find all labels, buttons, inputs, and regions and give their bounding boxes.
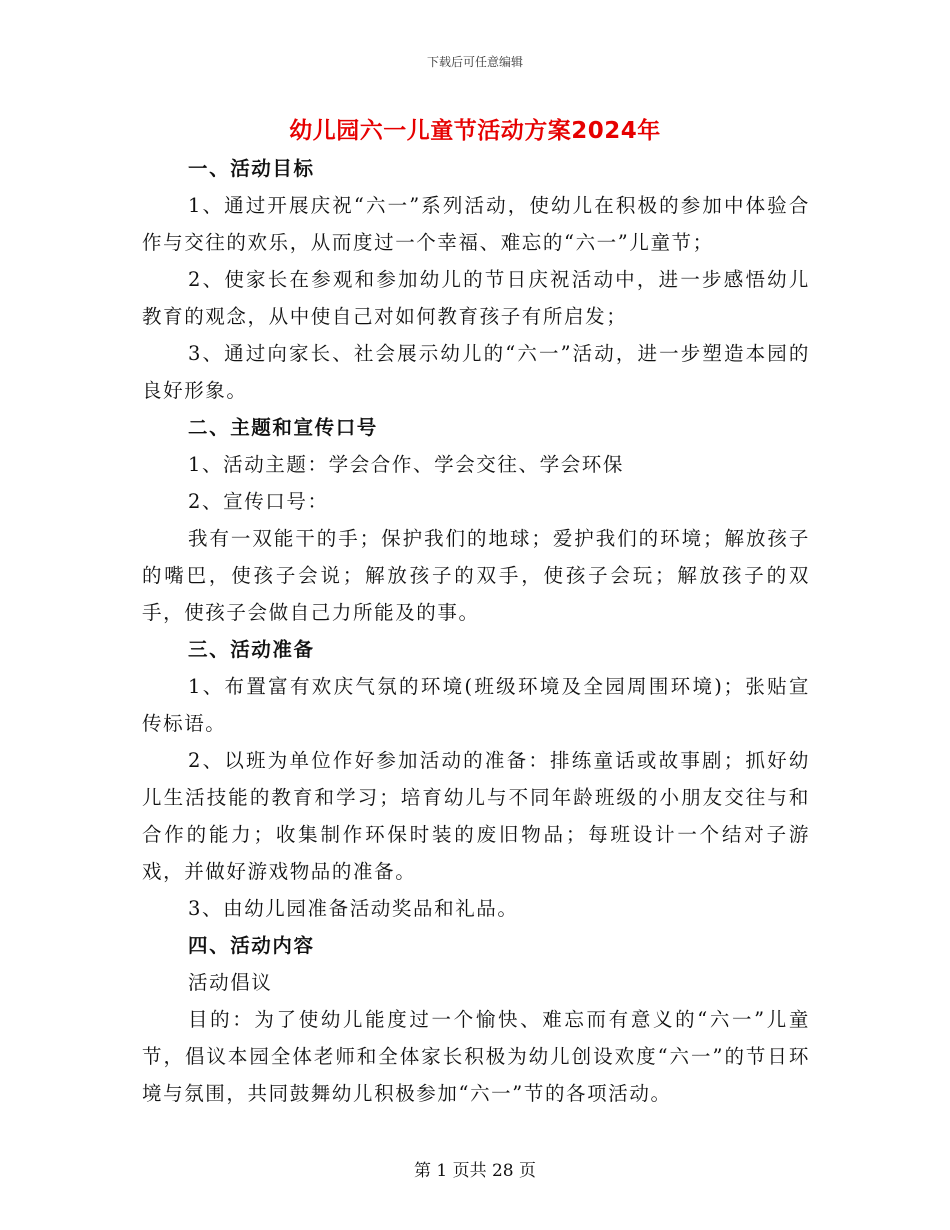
paragraph: 3、由幼儿园准备活动奖品和礼品。 (188, 897, 519, 920)
paragraph: 我有一双能干的手；保护我们的地球；爱护我们的环境；解放孩子的嘴巴，使孩子会说；解放孩子的双手，使孩子会玩；解放孩子的双手，使孩子会做自己力所能及的事。 (142, 527, 810, 624)
paragraph: 1、活动主题：学会合作、学会交往、学会环保 (188, 453, 625, 476)
paragraph: 目的：为了使幼儿能度过一个愉快、难忘而有意义的“六一”儿童节，倡议本园全体老师和全体家长积极为幼儿创设欢度“六一”的节日环境与氛围，共同鼓舞幼儿积极参加“六一”节的各项活动。 (142, 1008, 810, 1105)
document-title: 幼儿园六一儿童节活动方案2024年 (289, 118, 661, 144)
section-heading: 三、活动准备 (188, 638, 315, 661)
page-footer: 第 1 页共 28 页 (413, 1161, 537, 1181)
paragraph: 1、布置富有欢庆气氛的环境(班级环境及全园周围环境)；张贴宣传标语。 (142, 675, 810, 735)
paragraph: 2、使家长在参观和参加幼儿的节日庆祝活动中，进一步感悟幼儿教育的观念，从中使自己对如何教育孩子有所启发； (142, 268, 810, 328)
section-heading: 四、活动内容 (188, 934, 315, 957)
paragraph: 活动倡议 (188, 971, 273, 994)
page-header-note: 下载后可任意编辑 (426, 55, 523, 69)
section-heading: 一、活动目标 (188, 157, 315, 180)
section-heading: 二、主题和宣传口号 (188, 416, 378, 439)
paragraph: 2、以班为单位作好参加活动的准备：排练童话或故事剧；抓好幼儿生活技能的教育和学习；培育幼儿与不同年龄班级的小朋友交往与和合作的能力；收集制作环保时装的废旧物品；每班设计一个结对子游戏，并做好游戏物品的准备。 (142, 749, 810, 883)
paragraph: 2、宣传口号： (188, 490, 329, 513)
paragraph: 1、通过开展庆祝“六一”系列活动，使幼儿在积极的参加中体验合作与交往的欢乐，从而度过一个幸福、难忘的“六一”儿童节； (142, 194, 810, 254)
paragraph: 3、通过向家长、社会展示幼儿的“六一”活动，进一步塑造本园的良好形象。 (142, 342, 810, 402)
document-body (142, 150, 810, 1112)
